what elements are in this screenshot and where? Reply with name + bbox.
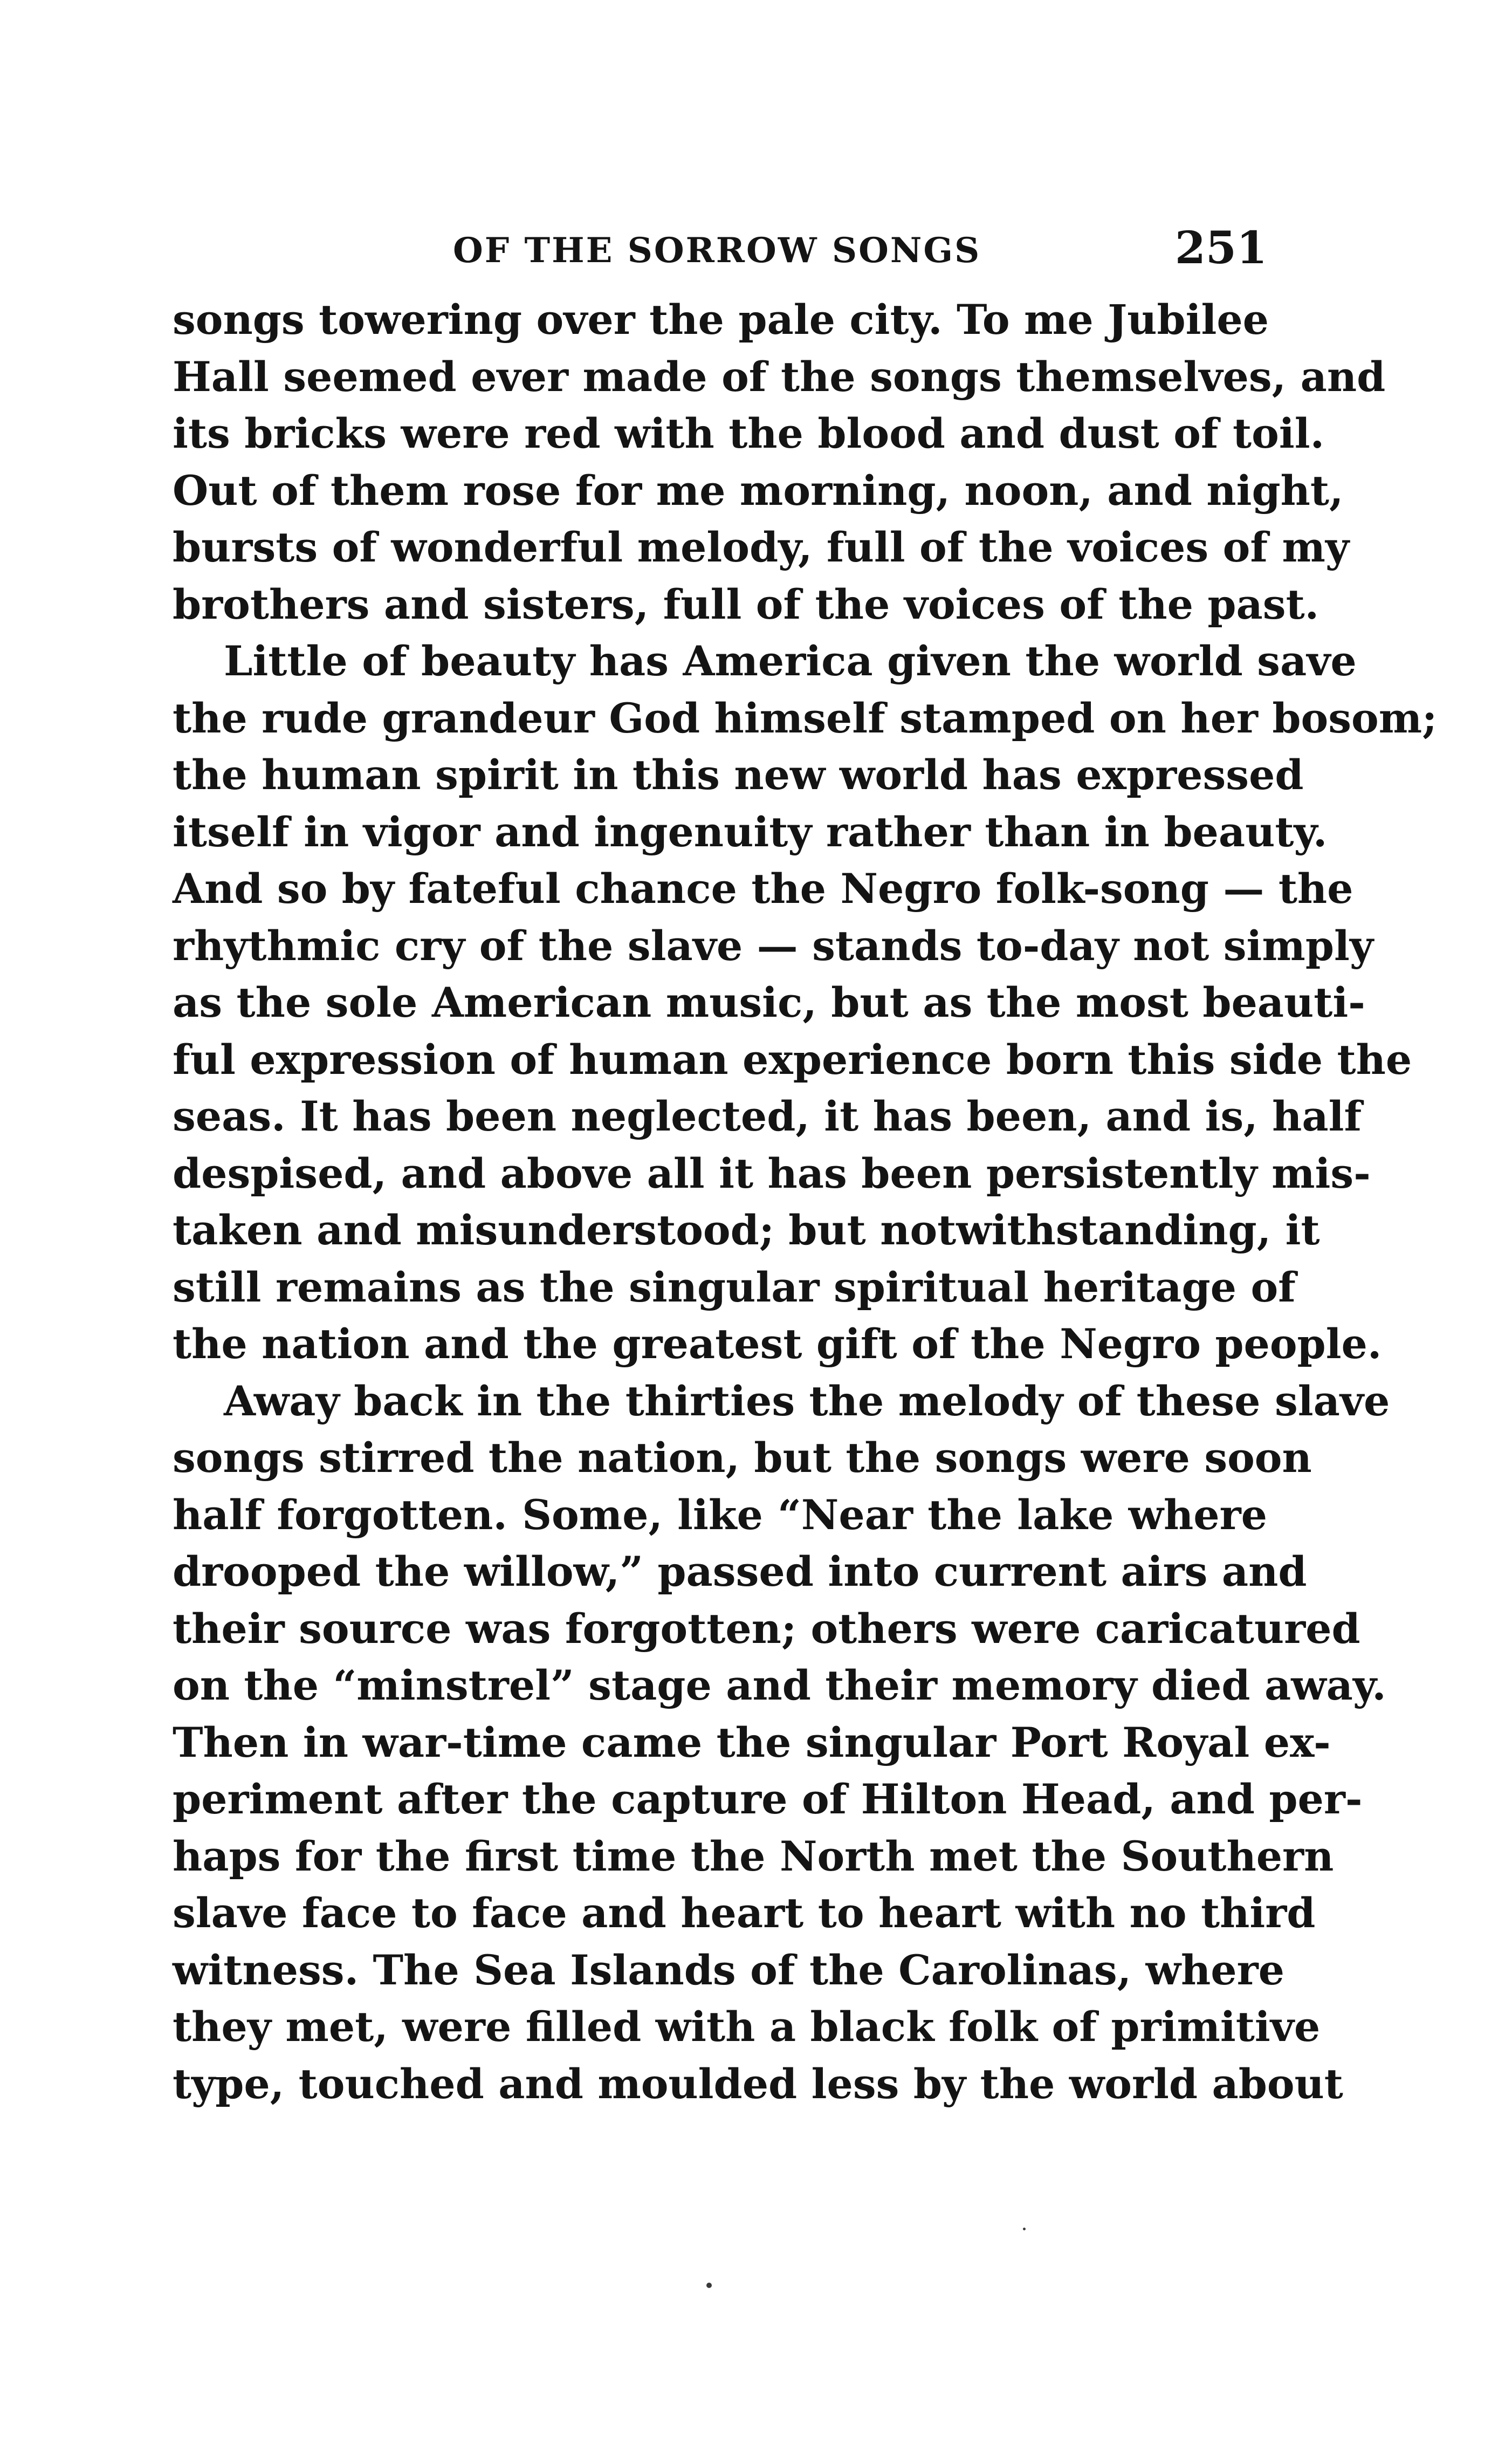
text-line: haps for the first time the North met the Southern bbox=[173, 1832, 1334, 1880]
text-line: songs towering over the pale city. To me Jubilee bbox=[173, 296, 1269, 344]
text-line: the rude grandeur God himself stamped on her bosom; bbox=[173, 694, 1438, 742]
text-line: bursts of wonderful melody, full of the voices of my bbox=[173, 523, 1350, 571]
page-number: 251 bbox=[1174, 222, 1267, 274]
page-header bbox=[173, 221, 1267, 280]
text-line: their source was forgotten; others were caricatured bbox=[173, 1604, 1360, 1653]
text-line: And so by fateful chance the Negro folk-song — the bbox=[173, 865, 1353, 913]
text-line: songs stirred the nation, but the songs were soon bbox=[173, 1434, 1312, 1482]
text-line: taken and misunderstood; but notwithstanding, it bbox=[173, 1206, 1320, 1254]
text-line: as the sole American music, but as the most beauti- bbox=[173, 978, 1365, 1026]
text-line: itself in vigor and ingenuity rather than in beauty. bbox=[173, 807, 1328, 856]
text-line: brothers and sisters, full of the voices of the past. bbox=[173, 580, 1319, 628]
text-line: periment after the capture of Hilton Head, and per- bbox=[173, 1775, 1363, 1823]
text-line: Out of them rose for me morning, noon, and night, bbox=[173, 466, 1344, 515]
paragraph-start-line: Little of beauty has America given the world save bbox=[224, 637, 1357, 685]
text-line: type, touched and moulded less by the world about bbox=[173, 2059, 1343, 2108]
ink-speck bbox=[706, 2283, 712, 2288]
body-text bbox=[173, 291, 1438, 2112]
running-head: OF THE SORROW SONGS bbox=[453, 230, 981, 271]
text-line: the nation and the greatest gift of the Negro people. bbox=[173, 1320, 1382, 1368]
text-line: Hall seemed ever made of the songs themselves, and bbox=[173, 352, 1386, 401]
text-line: witness. The Sea Islands of the Carolinas, where bbox=[173, 1946, 1285, 1994]
paragraph-start-line: Away back in the thirties the melody of these slave bbox=[224, 1376, 1390, 1425]
text-line: on the “minstrel” stage and their memory died away. bbox=[173, 1661, 1386, 1709]
text-line: slave face to face and heart to heart with no third bbox=[173, 1889, 1316, 1937]
text-line: they met, were filled with a black folk of primitive bbox=[173, 2003, 1321, 2051]
text-line: rhythmic cry of the slave — stands to-day not simply bbox=[173, 921, 1374, 970]
text-line: ful expression of human experience born this side the bbox=[173, 1035, 1412, 1084]
text-line: Then in war-time came the singular Port Royal ex- bbox=[173, 1718, 1331, 1766]
text-line: the human spirit in this new world has expressed bbox=[173, 751, 1304, 799]
text-line: its bricks were red with the blood and dust of toil. bbox=[173, 409, 1325, 457]
text-line: despised, and above all it has been persistently mis- bbox=[173, 1149, 1371, 1197]
ink-speck bbox=[1023, 2228, 1026, 2230]
text-line: drooped the willow,” passed into current airs and bbox=[173, 1547, 1307, 1595]
text-line: half forgotten. Some, like “Near the lake where bbox=[173, 1490, 1267, 1539]
text-line: still remains as the singular spiritual heritage of bbox=[173, 1263, 1296, 1311]
text-line: seas. It has been neglected, it has been, and is, half bbox=[173, 1092, 1362, 1140]
